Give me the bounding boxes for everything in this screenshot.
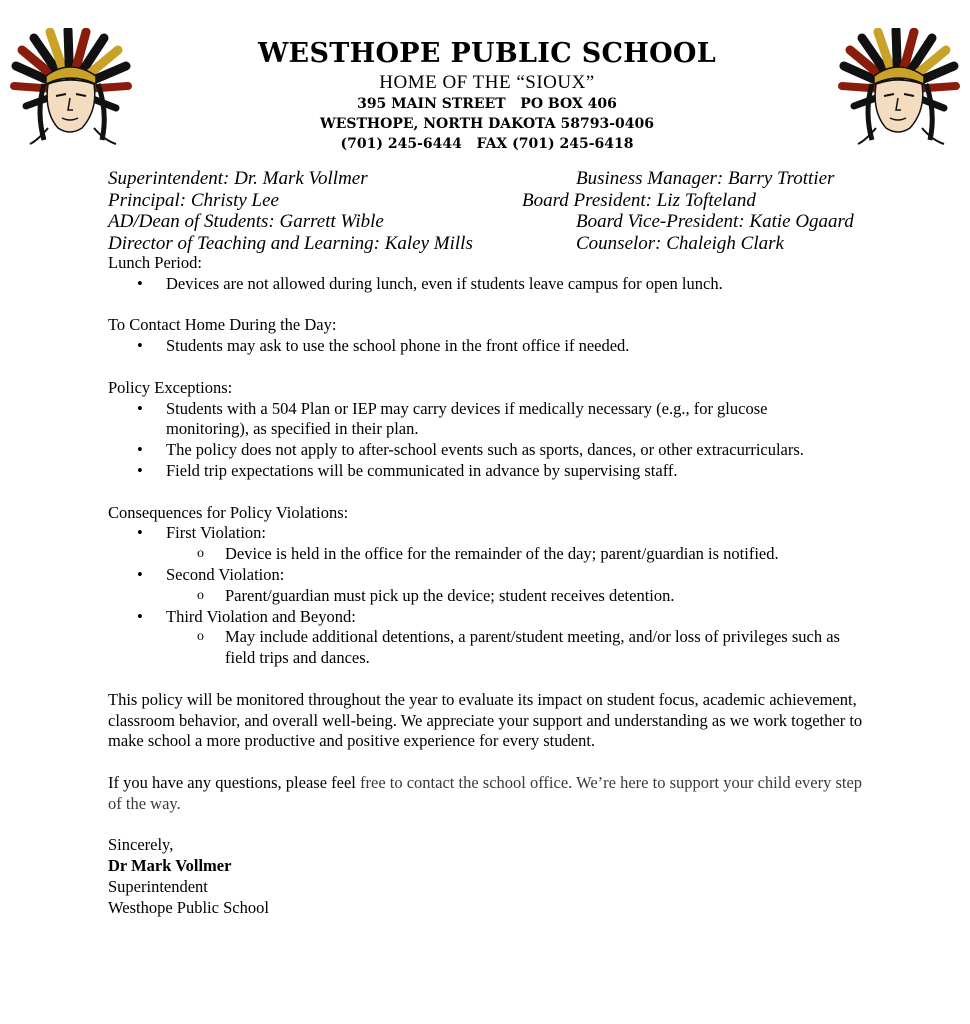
signer-org: Westhope Public School [108,897,269,917]
phone-fax: (701) 245-6444 FAX (701) 245-6418 [340,136,634,152]
address-line-2: WESTHOPE, NORTH DAKOTA 58793-0406 [319,116,655,132]
staff-superintendent: Superintendent: Dr. Mark Vollmer [108,168,368,189]
signer-title: Superintendent [108,876,208,896]
consequences-list [108,523,843,669]
exceptions-list [108,398,804,482]
sub-list-item: o Device is held in the office for the remainder of the day; parent/guardian is notified. [108,544,843,565]
staff-director-teaching: Director of Teaching and Learning: Kaley Mills [108,232,473,254]
signer-name [108,856,888,877]
letterhead [200,38,774,154]
section-title-exceptions: Policy Exceptions: [108,377,233,397]
list-item: • Field trip expectations will be communicated in advance by supervising staff. [108,461,798,482]
staff-ad-dean: AD/Dean of Students: Garrett Wible [108,211,384,232]
list-item: • Third Violation and Beyond: [108,607,843,628]
staff-row [108,233,868,255]
sioux-chief-logo-right [836,28,961,148]
school-subtitle: HOME OF THE “SIOUX” [379,72,595,93]
staff-board-vice-president: Board Vice-President: Katie Ogaard [576,211,854,232]
questions-text-a: If you have any questions, please feel [108,772,360,792]
school-name: WESTHOPE PUBLIC SCHOOL [257,38,717,69]
staff-board-president: Board President: Liz Tofteland [522,189,756,211]
section-title-consequences: Consequences for Policy Violations: [108,502,349,522]
sioux-chief-logo-left [8,28,133,148]
contact-list [108,336,888,357]
closing-paragraph: This policy will be monitored throughout the year to evaluate its impact on student focus, academic achievement, classroom behavior, and overall well-being. We appreciate your support and understanding as we work together to make school a more productive and positive experience for every student. [108,689,863,751]
sub-list-item: o May include additional detentions, a parent/student meeting, and/or loss of privileges such as field trips and dances. [108,627,843,669]
staff-business-manager: Business Manager: Barry Trottier [576,168,835,189]
section-title-lunch: Lunch Period: [108,253,202,272]
staff-row [108,168,868,190]
staff-counselor: Counselor: Chaleigh Clark [576,232,784,254]
list-item: • First Violation: [108,523,843,544]
letter-body [108,253,888,919]
section-title-contact: To Contact Home During the Day: [108,315,337,335]
staff-directory [108,168,868,254]
list-item: • Students with a 504 Plan or IEP may carry devices if medically necessary (e.g., for glucose monitoring), as specified in their plan. [108,399,798,441]
staff-row [108,211,868,233]
questions-paragraph [108,773,868,815]
lunch-list [108,274,888,295]
sign-off: Sincerely, [108,835,174,855]
list-item: • Second Violation: [108,565,843,586]
sub-list-item: o Parent/guardian must pick up the device; student receives detention. [108,586,843,607]
questions-text-b: free to contact the school office. We’re here to support your child every step of the way. [108,772,863,813]
list-item: • The policy does not apply to after-school events such as sports, dances, or other extracurriculars. [108,440,798,461]
list-item: • Students may ask to use the school phone in the front office if needed. [108,336,888,357]
staff-principal: Principal: Christy Lee [108,189,279,211]
address-line-1: 395 MAIN STREET PO BOX 406 [357,96,617,112]
staff-row [108,190,868,212]
list-item: • Devices are not allowed during lunch, even if students leave campus for open lunch. [108,274,888,295]
signer-name-text: Dr Mark Vollmer [108,856,232,876]
